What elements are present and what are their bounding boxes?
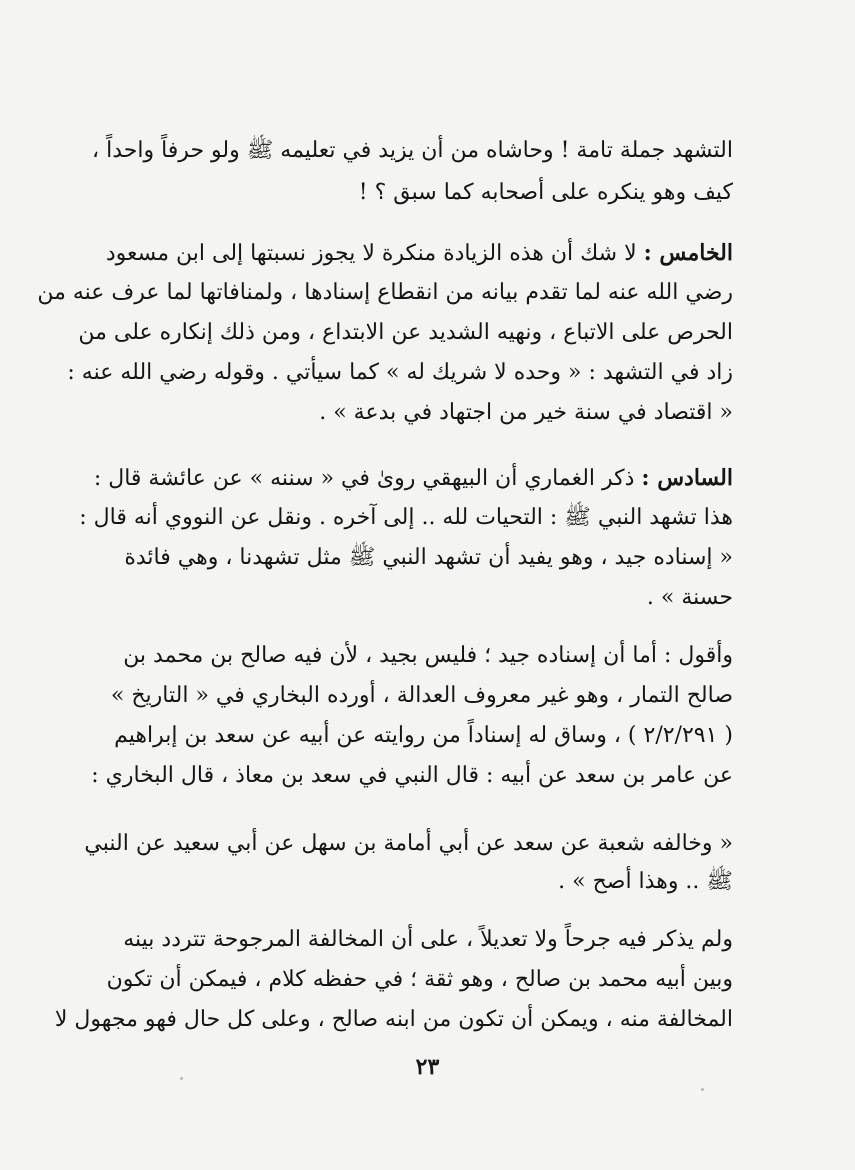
quote-line: ﷺ .. وهذا أصح » . xyxy=(558,869,733,894)
text-line-heading-fifth xyxy=(105,237,733,270)
text-line: كيف وهو ينكره على أصحابه كما سبق ؟ ! xyxy=(358,180,733,205)
text-line: وأقول : أما أن إسناده جيد ؛ فليس بجيد ، لأن فيه صالح بن محمد بن xyxy=(123,643,733,668)
speck xyxy=(701,1088,704,1091)
text-line: « اقتصاد في سنة خير من اجتهاد في بدعة » . xyxy=(319,400,733,425)
quote-line: « وخالفه شعبة عن سعد عن أبي أمامة بن سهل عن أبي سعيد عن النبي xyxy=(84,831,733,856)
sixth-label: السادس : xyxy=(641,465,733,491)
text-line: ( ٢/٢/٢٩١ ) ، وساق له إسناداً من روايته عن أبيه عن سعد بن إبراهيم xyxy=(114,723,733,748)
text-line: المخالفة منه ، ويمكن أن تكون من ابنه صالح ، وعلى كل حال فهو مجهول لا xyxy=(54,1007,733,1032)
text-line: ولم يذكر فيه جرحاً ولا تعديلاً ، على أن المخالفة المرجوحة تتردد بينه xyxy=(123,927,733,952)
text-line: عن عامر بن سعد عن أبيه : قال النبي في سعد بن معاذ ، قال البخاري : xyxy=(91,763,733,788)
fifth-label: الخامس : xyxy=(643,240,733,266)
sixth-rest: ذكر الغماري أن البيهقي روىٰ في « سننه » عن عائشة قال : xyxy=(93,466,635,491)
text-line: التشهد جملة تامة ! وحاشاه من أن يزيد في تعليمه ﷺ ولو حرفاً واحداً ، xyxy=(92,138,733,163)
text-line: الحرص على الاتباع ، ونهيه الشديد عن الابتداع ، ومن ذلك إنكاره على من xyxy=(78,320,733,345)
page-number: ٢٣ xyxy=(415,1054,440,1080)
text-line: صالح التمار ، وهو غير معروف العدالة ، أورده البخاري في « التاريخ » xyxy=(110,683,733,708)
text-line: رضي الله عنه لما تقدم بيانه من انقطاع إسنادها ، ولمنافاتها لما عرف عنه من xyxy=(37,280,733,305)
text-line: حسنة » . xyxy=(646,585,733,610)
text-line: وبين أبيه محمد بن صالح ، وهو ثقة ؛ في حفظه كلام ، فيمكن أن تكون xyxy=(106,967,733,992)
fifth-rest: لا شك أن هذه الزيادة منكرة لا يجوز نسبتها إلى ابن مسعود xyxy=(105,241,637,266)
text-line-heading-sixth xyxy=(93,462,733,495)
text-line: هذا تشهد النبي ﷺ : التحيات لله .. إلى آخره . ونقل عن النووي أنه قال : xyxy=(79,505,733,530)
speck xyxy=(180,1077,183,1080)
text-line: زاد في التشهد : « وحده لا شريك له » كما سيأتي . وقوله رضي الله عنه : xyxy=(67,360,733,385)
text-line: « إسناده جيد ، وهو يفيد أن تشهد النبي ﷺ مثل تشهدنا ، وهي فائدة xyxy=(124,545,733,570)
